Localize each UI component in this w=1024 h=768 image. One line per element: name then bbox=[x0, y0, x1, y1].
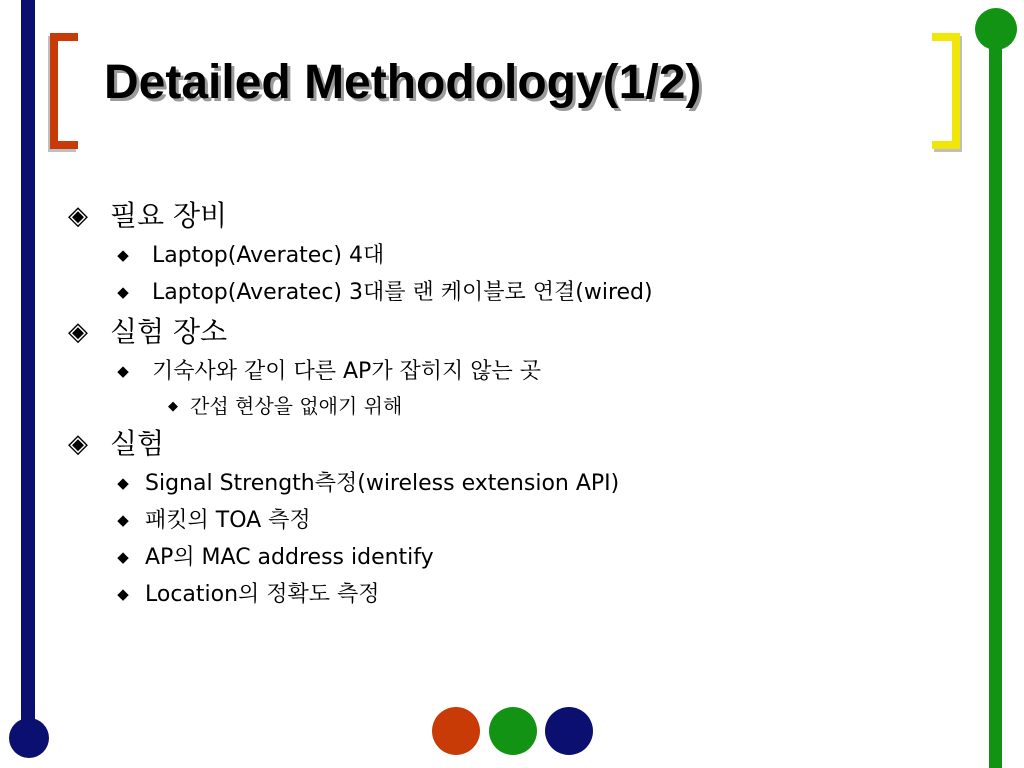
bottom-green-circle bbox=[489, 707, 537, 755]
list-item bbox=[62, 465, 962, 502]
section-heading-location bbox=[62, 311, 962, 353]
section-heading-text: 실험 장소 bbox=[110, 315, 228, 348]
list-item-text: Laptop(Averatec) 4대 bbox=[152, 243, 385, 268]
list-item bbox=[62, 539, 962, 576]
hollow-diamond-icon: ◈ bbox=[68, 201, 88, 231]
right-decorative-dot bbox=[975, 8, 1017, 50]
slide-body bbox=[62, 195, 962, 613]
bottom-navy-circle bbox=[545, 707, 593, 755]
solid-diamond-icon: ◆ bbox=[117, 246, 129, 264]
hollow-diamond-icon: ◈ bbox=[68, 317, 88, 347]
list-item-text: AP의 MAC address identify bbox=[145, 545, 434, 570]
list-item bbox=[62, 237, 962, 274]
slide-title: Detailed Methodology(1/2) bbox=[104, 56, 702, 109]
sub-list-item-text: 간섭 현상을 없애기 위해 bbox=[190, 394, 403, 418]
left-decorative-bar bbox=[21, 0, 35, 730]
list-item-text: Location의 정확도 측정 bbox=[145, 582, 380, 607]
bottom-orange-circle bbox=[432, 707, 480, 755]
solid-diamond-icon: ◆ bbox=[117, 283, 129, 301]
solid-diamond-icon: ◆ bbox=[168, 399, 178, 414]
section-heading-experiment bbox=[62, 423, 962, 465]
solid-diamond-icon: ◆ bbox=[117, 511, 129, 529]
list-item-text: 기숙사와 같이 다른 AP가 잡히지 않는 곳 bbox=[152, 359, 542, 384]
solid-diamond-icon: ◆ bbox=[117, 548, 129, 566]
list-item bbox=[62, 502, 962, 539]
list-item-text: Signal Strength측정(wireless extension API) bbox=[145, 471, 620, 496]
list-item bbox=[62, 353, 962, 390]
right-decorative-bar bbox=[989, 30, 1002, 768]
section-heading-text: 실험 bbox=[110, 427, 165, 460]
section-heading-equipment bbox=[62, 195, 962, 237]
sub-list-item bbox=[62, 390, 962, 423]
section-heading-text: 필요 장비 bbox=[110, 199, 228, 232]
title-right-bracket bbox=[932, 33, 960, 149]
list-item-text: 패킷의 TOA 측정 bbox=[145, 508, 311, 533]
left-decorative-dot bbox=[9, 718, 49, 758]
hollow-diamond-icon: ◈ bbox=[68, 429, 88, 459]
list-item bbox=[62, 576, 962, 613]
title-left-bracket bbox=[50, 33, 78, 149]
list-item bbox=[62, 274, 962, 311]
solid-diamond-icon: ◆ bbox=[117, 362, 129, 380]
list-item-text: Laptop(Averatec) 3대를 랜 케이블로 연결(wired) bbox=[152, 280, 653, 305]
solid-diamond-icon: ◆ bbox=[117, 585, 129, 603]
solid-diamond-icon: ◆ bbox=[117, 474, 129, 492]
